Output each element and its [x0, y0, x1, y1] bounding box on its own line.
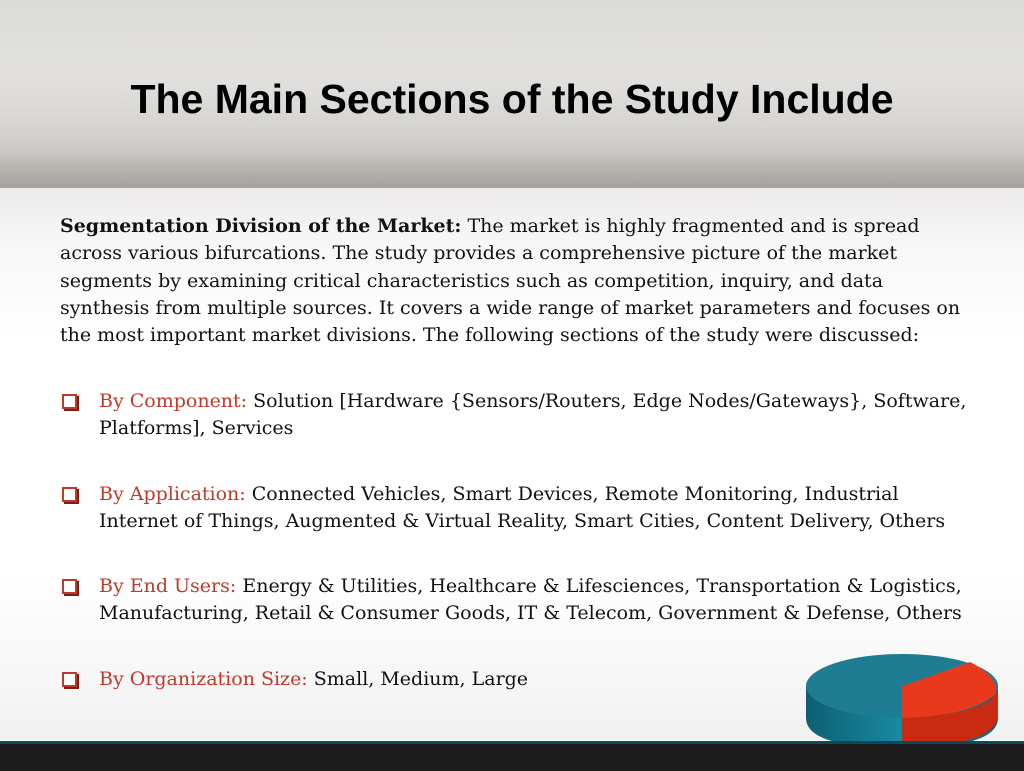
footer-bar — [0, 741, 1024, 771]
bullet-text: Energy & Utilities, Healthcare & Lifesciences, Transportation & Logistics, Manufacturing, Retail & Consumer Goods, IT & Telecom, Government & Defense, Others — [99, 575, 962, 625]
pie-chart-icon — [800, 648, 1005, 748]
checkbox-bullet-icon — [62, 394, 77, 409]
list-item — [60, 573, 980, 628]
checkbox-bullet-icon — [62, 579, 77, 594]
header-shadow-band — [0, 150, 1024, 188]
bullet-label: By Application: — [99, 482, 246, 505]
checkbox-bullet-icon — [62, 487, 77, 502]
bullet-text: Small, Medium, Large — [307, 667, 529, 690]
list-item — [60, 388, 980, 443]
slide-title: The Main Sections of the Study Include — [130, 76, 894, 122]
bullet-label: By Component: — [99, 390, 248, 412]
intro-lead: Segmentation Division of the Market: — [60, 215, 462, 237]
list-item — [60, 481, 980, 536]
intro-paragraph — [60, 213, 970, 349]
bullet-text: Solution [Hardware {Sensors/Routers, Edge Nodes/Gateways}, Software, Platforms], Services — [99, 390, 967, 440]
checkbox-bullet-icon — [62, 672, 77, 687]
bullet-text: Connected Vehicles, Smart Devices, Remote Monitoring, Industrial Internet of Things, Augmented & Virtual Reality, Smart Cities, Content Delivery, Others — [99, 482, 946, 532]
bullet-label: By Organization Size: — [99, 667, 308, 690]
intro-text: The market is highly fragmented and is spread across various bifurcations. The study provides a comprehensive picture of the market segments by examining critical characteristics such as competition, inquiry, and data synthesis from multiple sources. It covers a wide range of market parameters and focuses on the most important market divisions. The following sections of the study were discussed: — [60, 215, 961, 347]
bullet-label: By End Users: — [99, 575, 237, 598]
